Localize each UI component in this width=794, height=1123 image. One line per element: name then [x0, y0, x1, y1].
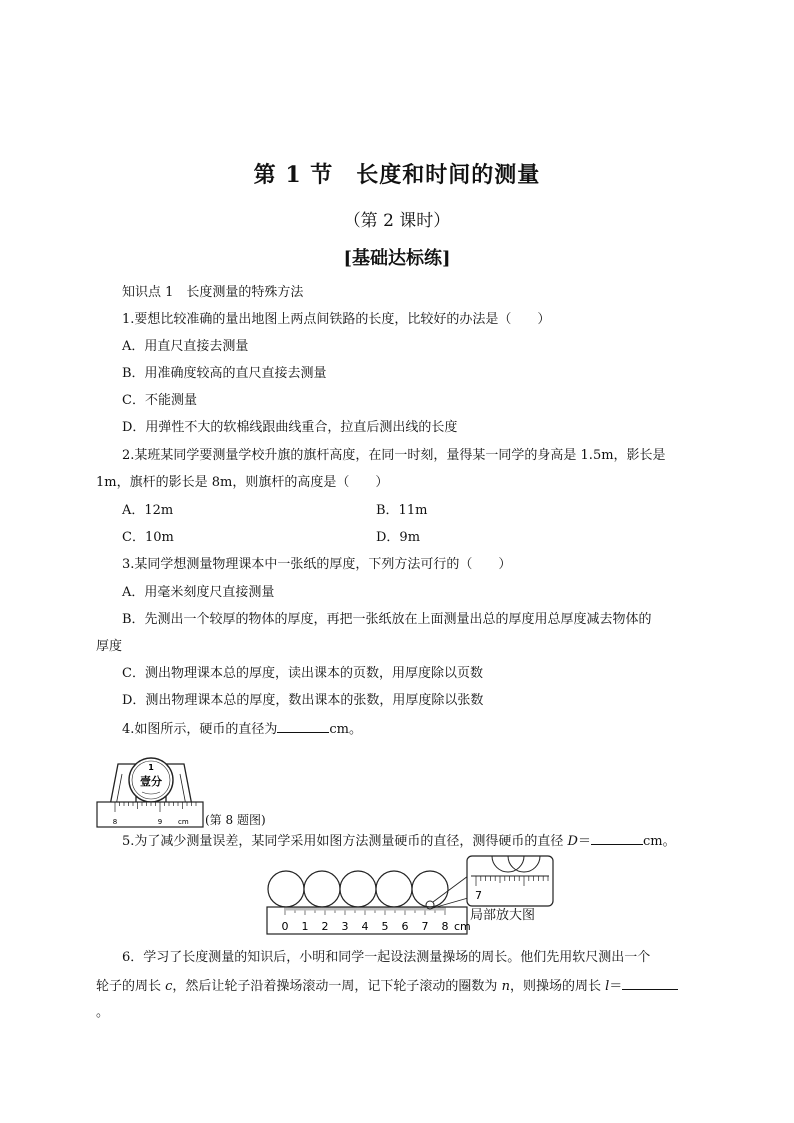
- ruler-long-label: 3: [341, 920, 349, 933]
- q4-stem-after: cm。: [329, 722, 363, 737]
- knowledge-point: 知识点 1 长度测量的特殊方法: [122, 285, 304, 300]
- q1-option-c: C．不能测量: [122, 393, 197, 408]
- q5-var-d: D: [567, 834, 578, 849]
- q1-option-d: D．用弹性不大的软棉线跟曲线重合，拉直后测出线的长度: [122, 420, 458, 435]
- ruler-long-label: 1: [301, 920, 309, 933]
- q6-line1: 6．学习了长度测量的知识后，小明和同学一起设法测量操场的周长。他们先用软尺测出一个: [122, 950, 651, 965]
- q3-option-a: A．用毫米刻度尺直接测量: [122, 585, 275, 600]
- coin: [268, 871, 304, 907]
- q5-stem-after: cm。: [643, 834, 676, 849]
- q6-text-d: ，则操场的周长: [509, 979, 606, 994]
- ruler-label-9: 9: [157, 818, 163, 826]
- page-title: 第 1 节 长度和时间的测量: [253, 162, 541, 188]
- q6-var-c: c: [165, 979, 173, 994]
- q5-stem-before: 5.为了减少测量误差，某同学采用如图方法测量硬币的直径，测得硬币的直径: [122, 834, 568, 849]
- section-heading: [基础达标练]: [343, 248, 451, 269]
- q6-text-b: ，然后让轮子沿着操场滚动一周，记下轮子滚动的圈数为: [172, 979, 502, 994]
- ruler-long-label: 5: [381, 920, 389, 933]
- coin: [304, 871, 340, 907]
- q5-stem: [122, 832, 676, 851]
- q5-eq: ＝: [577, 834, 591, 849]
- q4-stem-before: 4.如图所示，硬币的直径为: [122, 722, 278, 737]
- q2-stem-line1: 2.某班某同学要测量学校升旗的旗杆高度，在同一时刻，量得某一同学的身高是 1.5m，影长是: [122, 448, 666, 463]
- q6-var-n: n: [501, 979, 510, 994]
- q3-option-c: C．测出物理课本总的厚度，读出课本的页数，用厚度除以页数: [122, 666, 483, 681]
- zoom-label-7: 7: [475, 889, 482, 902]
- ruler-long-label: 6: [401, 920, 409, 933]
- coin-ruler-figure: [96, 744, 206, 830]
- q6-line3: 。: [96, 1005, 110, 1020]
- q6-answer-blank[interactable]: [622, 977, 678, 990]
- q6-text-a: 轮子的周长: [96, 979, 166, 994]
- coin: [340, 871, 376, 907]
- q3-option-b-line1: B．先测出一个较厚的物体的厚度，再把一张纸放在上面测量出总的厚度用总厚度减去物体的: [122, 612, 652, 627]
- q6-line2: [96, 977, 678, 996]
- q4-answer-blank[interactable]: [277, 720, 329, 733]
- q2-option-c: C．10m: [122, 530, 174, 545]
- coin: [376, 871, 412, 907]
- ruler-label-8: 8: [112, 818, 118, 826]
- ruler-long-label: 0: [281, 920, 289, 933]
- q5-answer-blank[interactable]: [591, 832, 643, 845]
- ruler-long-label: 2: [321, 920, 329, 933]
- q1-stem: 1.要想比较准确的量出地图上两点间铁路的长度，比较好的办法是（ ）: [122, 312, 551, 327]
- ruler-long-label: 8: [441, 920, 449, 933]
- ruler-label-cm: cm: [178, 818, 189, 826]
- page-subtitle: （第 2 课时）: [343, 211, 451, 231]
- q3-option-d: D．测出物理课本总的厚度，数出课本的张数，用厚度除以张数: [122, 693, 484, 708]
- zoom-caption: 局部放大图: [470, 908, 536, 923]
- ruler-long-label: 4: [361, 920, 369, 933]
- ruler-long-label-unit: cm: [454, 920, 471, 933]
- q1-option-b: B．用准确度较高的直尺直接去测量: [122, 366, 327, 381]
- coin: [412, 871, 448, 907]
- q6-var-l: l: [605, 979, 610, 994]
- q2-option-b: B．11m: [376, 503, 428, 518]
- q3-option-b-line2: 厚度: [96, 639, 123, 654]
- q3-stem: 3.某同学想测量物理课本中一张纸的厚度，下列方法可行的（ ）: [122, 557, 512, 572]
- q6-eq: ＝: [609, 979, 623, 994]
- coin-text: 壹分: [140, 775, 162, 788]
- coin-row: [268, 871, 448, 907]
- q1-option-a: A．用直尺直接去测量: [122, 339, 249, 354]
- q2-option-a: A．12m: [122, 503, 174, 518]
- q2-option-d: D．9m: [376, 530, 421, 545]
- ruler-long-label: 7: [421, 920, 429, 933]
- coin-denomination: 1: [148, 763, 154, 772]
- q4-figure-caption: (第 8 题图): [205, 813, 266, 827]
- q4-stem: [122, 720, 362, 739]
- q2-stem-line2: 1m，旗杆的影长是 8m，则旗杆的高度是（ ）: [96, 475, 389, 490]
